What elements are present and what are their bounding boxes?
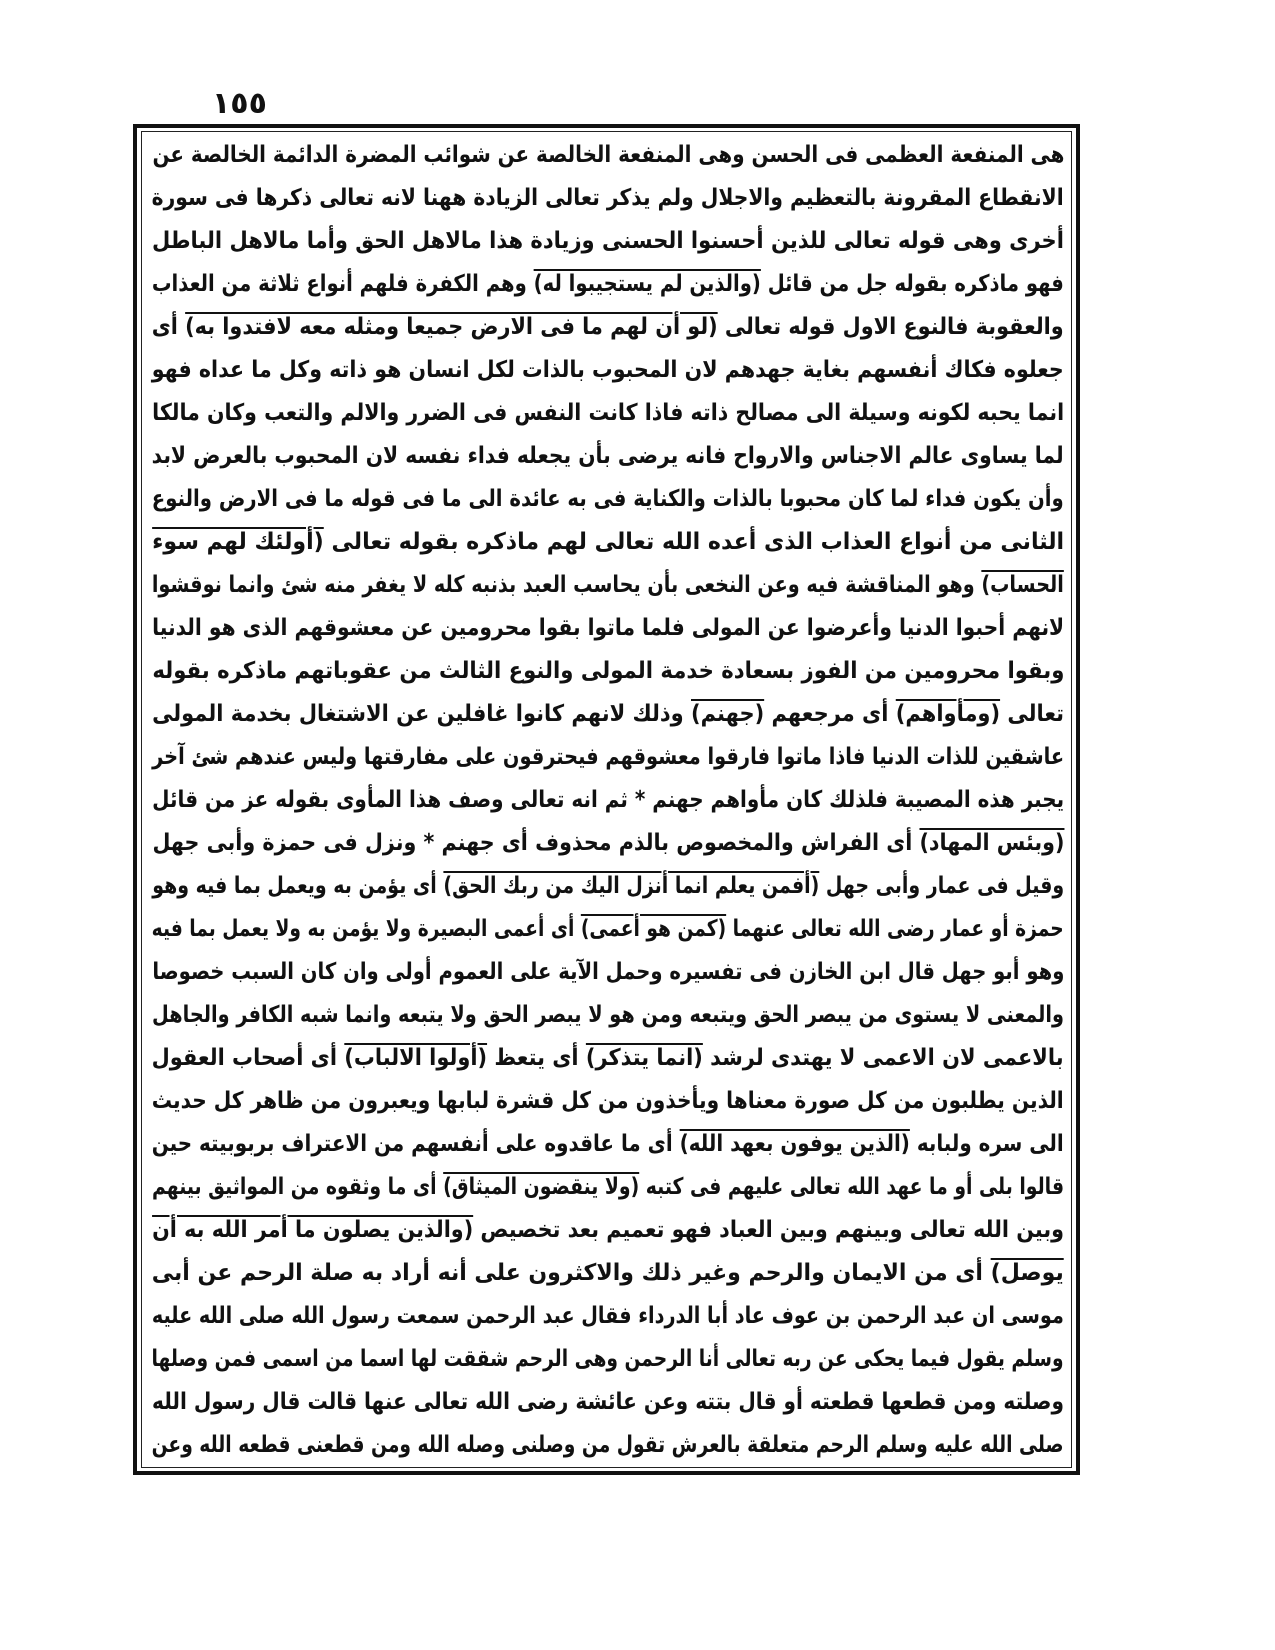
commentary-text: عاشقين للذات الدنيا فاذا ماتوا فارقوا معشوقهم فيحترقون على مفارقتها وليس عندهم شئ آخر [152,744,1064,770]
commentary-text: والعقوبة فالنوع الاول قوله تعالى [717,314,1064,340]
text-line [152,564,1064,607]
commentary-text: يجبر هذه المصيبة فلذلك كان مأواهم جهنم * ثم انه تعالى وصف هذا المأوى بقوله عز من قائل [152,787,1064,813]
text-line-content [152,220,1064,263]
text-line-content [152,994,1064,1037]
commentary-text: وهو أبو جهل قال ابن الخازن فى تفسيره وحمل الآية على العموم أولى وان كان السبب خصوصا [152,959,1064,985]
commentary-text: وسلم يقول فيما يحكى عن ربه تعالى أنا الرحمن وهى الرحم شققت لها اسما من اسمى فمن وصلها [152,1346,1064,1372]
quran-verse-text: (ومأواهم) [895,701,1001,727]
commentary-text: موسى ان عبد الرحمن بن عوف عاد أبا الدرداء فقال عبد الرحمن سمعت رسول الله صلى الله عليه [152,1303,1064,1329]
commentary-text: الى سره ولبابه [910,1131,1064,1157]
text-line [152,1037,1064,1080]
commentary-text: أى من الايمان والرحم وغير ذلك والاكثرون على أنه أراد به صلة الرحم عن أبى [152,1260,991,1286]
text-line [152,521,1064,564]
commentary-text: أى أعمى البصيرة ولا يؤمن به ولا يعمل بما فيه [152,916,582,942]
text-line-content [152,1295,1064,1338]
text-line [152,263,1064,306]
commentary-text: فهو ماذكره بقوله جل من قائل [761,271,1064,297]
commentary-text: أى يؤمن به ويعمل بما فيه وهو [152,873,444,899]
commentary-text: وأن يكون فداء لما كان محبوبا بالذات والكناية فى به عائدة الى ما فى قوله ما فى الارض والنوع [152,486,1064,512]
commentary-text: بالاعمى لان الاعمى لا يهتدى لرشد [703,1045,1064,1071]
commentary-text: أخرى وهى قوله تعالى للذين أحسنوا الحسنى وزيادة هذا مالاهل الحق وأما مالاهل الباطل [152,228,1064,254]
text-line-content [152,1338,1064,1381]
quran-verse-text: (والذين يصلون ما أمر الله به أن [152,1217,474,1243]
quran-verse-text: (أولوا الالباب) [344,1045,488,1071]
commentary-text: أى يتعظ [487,1045,587,1071]
commentary-text: وذلك لانهم كانوا غافلين عن الاشتغال بخدمة المولى [152,701,691,727]
text-line-content [152,693,1064,736]
commentary-text: وهم الكفرة فلهم أنواع ثلاثة من العذاب [152,271,534,297]
text-line-content [152,1252,1064,1295]
text-line-content [152,521,1064,564]
commentary-text: صلى الله عليه وسلم الرحم متعلقة بالعرش تقول من وصلنى وصله الله ومن قطعنى قطعه الله وعن [152,1432,1064,1458]
commentary-text: الانقطاع المقرونة بالتعظيم والاجلال ولم يذكر تعالى الزيادة ههنا لانه تعالى ذكرها فى سورة [152,185,1064,211]
commentary-text: الذين يطلبون من كل صورة معناها ويأخذون من كل قشرة لبابها ويعبرون من ظاهر كل حديث [152,1088,1064,1114]
quran-verse-text: (وبئس المهاد) [919,830,1064,856]
text-line-content [152,1381,1064,1424]
text-line [152,478,1064,521]
page-number: ١٥٥ [212,86,267,121]
commentary-text: جعلوه فكاك أنفسهم بغاية جهدهم لان المحبوب بالذات لكل انسان هو ذاته وكل ما عداه فهو [152,357,1064,383]
text-line [152,220,1064,263]
text-line [152,779,1064,822]
commentary-text: أى [152,314,186,340]
text-line [152,1252,1064,1295]
text-line-content [152,263,1064,306]
commentary-text: أى الفراش والمخصوص بالذم محذوف أى جهنم * ونزل فى حمزة وأبى جهل [152,830,920,856]
quran-verse-text: (الذين يوفون بعهد الله) [679,1131,911,1157]
text-line-content [152,1123,1064,1166]
text-line [152,1424,1064,1467]
quran-verse-text: (أولئك لهم سوء [152,529,324,555]
text-line [152,306,1064,349]
commentary-text: والمعنى لا يستوى من يبصر الحق ويتبعه ومن هو لا يبصر الحق ولا يتبعه وانما شبه الكافر والجاهل [152,1002,1064,1028]
text-line-content [152,478,1064,521]
commentary-text: الثانى من أنواع العذاب الذى أعده الله تعالى لهم ماذكره بقوله تعالى [323,529,1064,555]
text-line [152,392,1064,435]
commentary-text: وقيل فى عمار وأبى جهل [819,873,1064,899]
commentary-text: قالوا بلى أو ما عهد الله تعالى عليهم فى كتبه [639,1174,1064,1200]
commentary-text: أى ما وثقوه من المواثيق بينهم [152,1174,444,1200]
text-line [152,1295,1064,1338]
text-line-content [152,435,1064,478]
text-line-content [152,1209,1064,1252]
text-line-content [152,177,1064,220]
text-line [152,822,1064,865]
text-line [152,435,1064,478]
commentary-text: وبين الله تعالى وبينهم وبين العباد فهو تعميم بعد تخصيص [473,1217,1064,1243]
text-line-content [152,349,1064,392]
quran-verse-text: (كمن هو أعمى) [581,916,727,942]
text-line-content [152,306,1064,349]
text-line [152,1166,1064,1209]
quran-verse-text: (والذين لم يستجيبوا له) [533,271,762,297]
text-line-content [152,392,1064,435]
text-line-content [152,822,1064,865]
text-line [152,1338,1064,1381]
quran-verse-text: (ولا ينقضون الميثاق) [443,1174,640,1200]
text-line [152,951,1064,994]
text-line [152,693,1064,736]
text-line-content [152,908,1064,951]
quran-verse-text: الحساب) [981,572,1064,598]
text-block [152,134,1064,1467]
text-line [152,736,1064,779]
text-line [152,908,1064,951]
commentary-text: حمزة أو عمار رضى الله تعالى عنهما [726,916,1064,942]
commentary-text: وهو المناقشة فيه وعن النخعى بأن يحاسب العبد بذنبه كله لا يغفر منه شئ وانما نوقشوا [152,572,982,598]
commentary-text: لانهم أحبوا الدنيا وأعرضوا عن المولى فلما ماتوا بقوا محرومين عن معشوقهم الذى هو الدنيا [152,615,1064,641]
text-line [152,1209,1064,1252]
text-line-content [152,134,1064,177]
quran-verse-text: (أفمن يعلم انما أنزل اليك من ربك الحق) [443,873,820,899]
quran-verse-text: (لو أن لهم ما فى الارض جميعا ومثله معه لافتدوا به) [185,314,718,340]
quran-verse-text: (جهنم) [690,701,765,727]
text-line-content [152,951,1064,994]
quran-verse-text: (انما يتذكر) [586,1045,704,1071]
text-line [152,177,1064,220]
text-line [152,650,1064,693]
text-line-content [152,1424,1064,1467]
text-line [152,865,1064,908]
text-line [152,994,1064,1037]
commentary-text: أى ما عاقدوه على أنفسهم من الاعتراف بربوبيته حين [152,1131,680,1157]
commentary-text: وبقوا محرومين من الفوز بسعادة خدمة المولى والنوع الثالث من عقوباتهم ماذكره بقوله [152,658,1064,684]
commentary-text: لما يساوى عالم الاجناس والارواح فانه يرضى بأن يجعله فداء نفسه لان المحبوب بالعرض لابد [152,443,1064,469]
commentary-text: وصلته ومن قطعها قطعته أو قال بتته وعن عائشة رضى الله تعالى عنها قالت قال رسول الله [152,1389,1064,1415]
text-line [152,134,1064,177]
commentary-text: هى المنفعة العظمى فى الحسن وهى المنفعة الخالصة عن شوائب المضرة الدائمة الخالصة عن [152,142,1064,168]
text-line [152,1381,1064,1424]
text-line [152,1080,1064,1123]
text-line-content [152,1166,1064,1209]
quran-verse-text: يوصل) [990,1260,1064,1286]
text-line [152,1123,1064,1166]
text-line [152,349,1064,392]
text-line [152,607,1064,650]
commentary-text: انما يحبه لكونه وسيلة الى مصالح ذاته فاذا كانت النفس فى الضرر والالم والتعب وكان مالكا [152,400,1064,426]
text-line-content [152,736,1064,779]
text-line-content [152,564,1064,607]
text-line-content [152,607,1064,650]
commentary-text: أى مرجعهم [764,701,896,727]
text-line-content [152,1080,1064,1123]
text-line-content [152,650,1064,693]
text-line-content [152,1037,1064,1080]
text-line-content [152,779,1064,822]
commentary-text: تعالى [1000,701,1064,727]
commentary-text: أى أصحاب العقول [152,1045,345,1071]
text-line-content [152,865,1064,908]
